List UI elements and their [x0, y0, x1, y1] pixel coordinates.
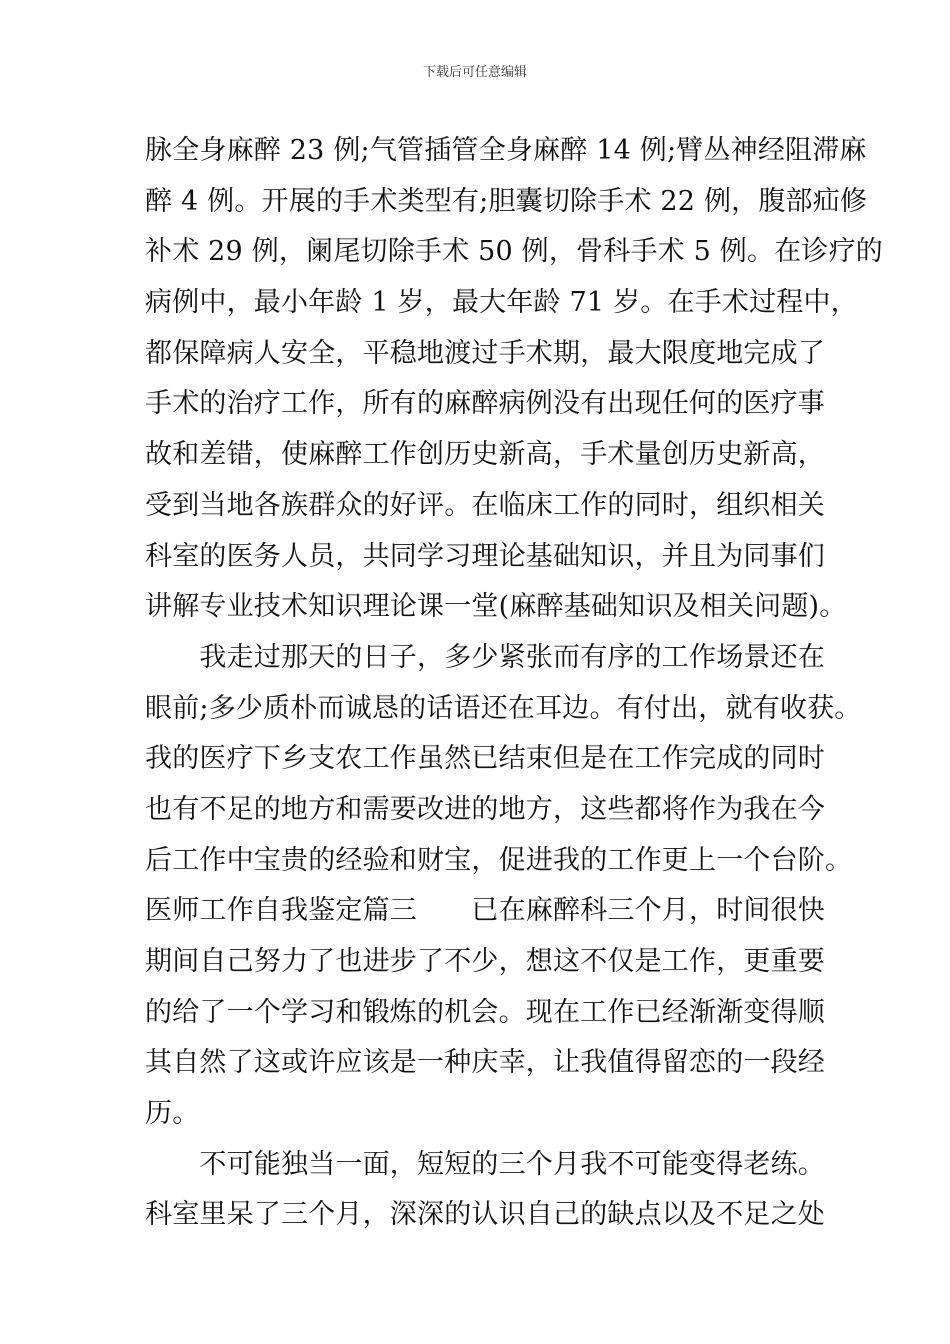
text-line: 我的医疗下乡支农工作虽然已结束但是在工作完成的同时: [145, 743, 825, 775]
page-header: 下载后可任意编辑: [422, 65, 527, 80]
text-line: 医师工作自我鉴定篇三 已在麻醉科三个月，时间很快: [145, 895, 825, 927]
text-line: 讲解专业技术知识理论课一堂(麻醉基础知识及相关问题)。: [145, 591, 847, 623]
document-body: [145, 126, 883, 1241]
text-line: 都保障病人安全，平稳地渡过手术期，最大限度地完成了: [145, 337, 825, 369]
text-line: 醉 4 例。开展的手术类型有;胆囊切除手术 22 例，腹部疝修: [145, 185, 868, 217]
text-line: 其自然了这或许应该是一种庆幸，让我值得留恋的一段经: [145, 1047, 825, 1079]
text-line: 的给了一个学习和锻炼的机会。现在工作已经渐渐变得顺: [145, 996, 825, 1028]
text-line: 眼前;多少质朴而诚恳的话语还在耳边。有付出，就有收获。: [145, 692, 862, 724]
text-line: 病例中，最小年龄 1 岁，最大年龄 71 岁。在手术过程中，: [145, 287, 858, 319]
text-line: 我走过那天的日子，多少紧张而有序的工作场景还在: [145, 641, 825, 673]
text-line: 期间自己努力了也进步了不少，想这不仅是工作，更重要: [145, 946, 825, 977]
text-line: 受到当地各族群众的好评。在临床工作的同时，组织相关: [145, 489, 825, 521]
text-line: 也有不足的地方和需要改进的地方，这些都将作为我在今: [145, 793, 825, 825]
text-line: 故和差错，使麻醉工作创历史新高，手术量创历史新高，: [145, 439, 825, 471]
text-line: 历。: [145, 1098, 200, 1130]
text-line: 科室里呆了三个月，深深的认识自己的缺点以及不足之处: [145, 1199, 825, 1231]
text-line: 不可能独当一面，短短的三个月我不可能变得老练。: [145, 1148, 825, 1180]
text-line: 脉全身麻醉 23 例;气管插管全身麻醉 14 例;臂丛神经阻滞麻: [145, 135, 867, 166]
text-line: 后工作中宝贵的经验和财宝，促进我的工作更上一个台阶。: [145, 844, 853, 876]
text-line: 科室的医务人员，共同学习理论基础知识，并且为同事们: [145, 540, 825, 572]
text-line: 补术 29 例，阑尾切除手术 50 例，骨科手术 5 例。在诊疗的: [145, 236, 883, 268]
text-line: 手术的治疗工作，所有的麻醉病例没有出现任何的医疗事: [145, 388, 825, 420]
